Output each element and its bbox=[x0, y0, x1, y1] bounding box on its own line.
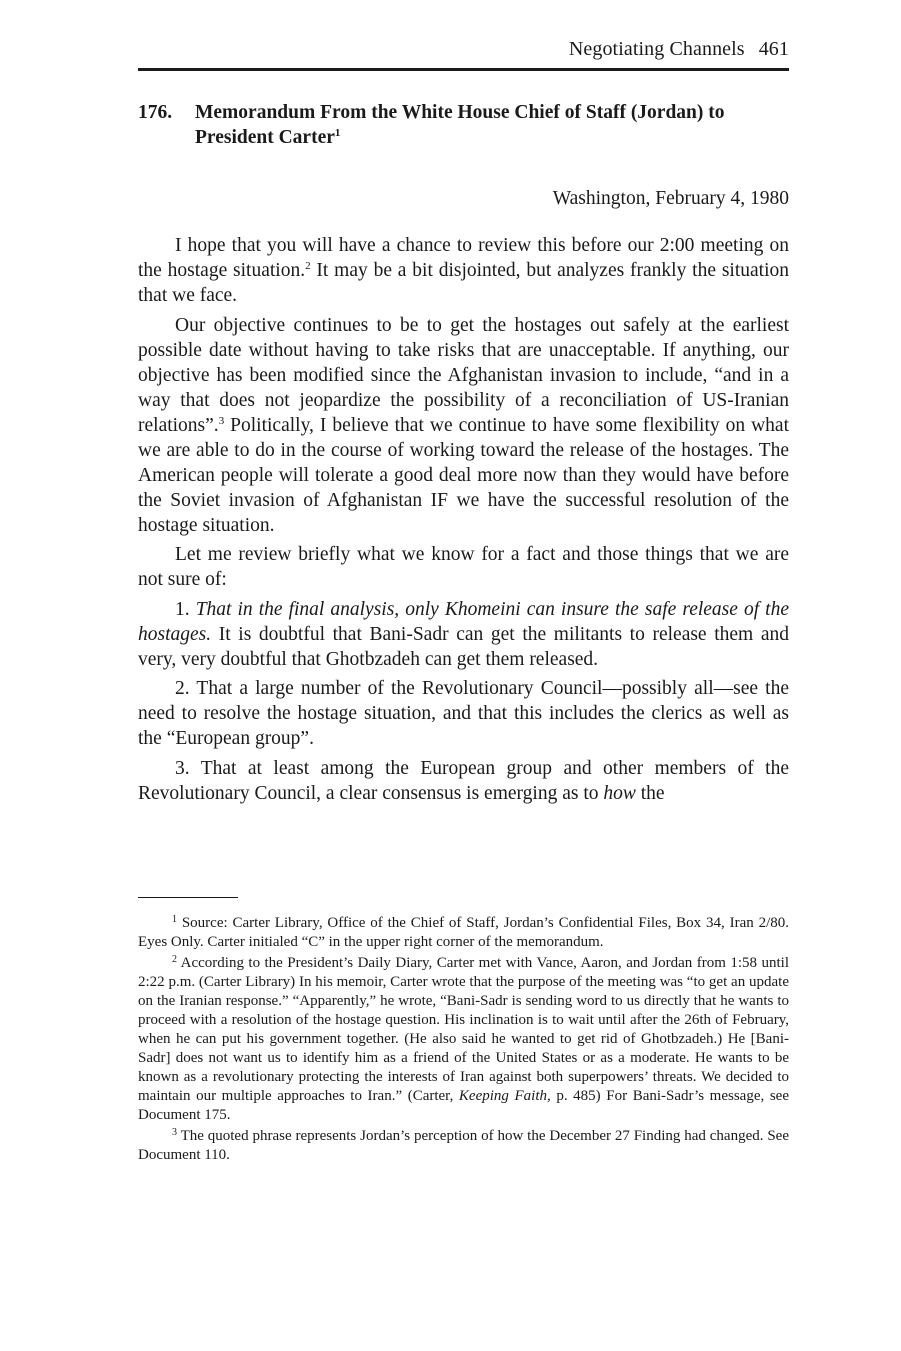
footnote-1-marker: 1 bbox=[172, 914, 177, 925]
memo-body bbox=[138, 233, 789, 810]
footnote-3-marker: 3 bbox=[172, 1127, 177, 1138]
header-rule bbox=[138, 68, 789, 71]
footnote-3 bbox=[138, 1127, 789, 1165]
footnote-rule bbox=[138, 897, 238, 898]
running-head bbox=[569, 38, 789, 61]
footnote-2-italic: Keeping Faith, bbox=[458, 1088, 551, 1104]
dateline: Washington, February 4, 1980 bbox=[552, 188, 789, 209]
p1-text-b: It may be a bit disjointed, but analyzes frankly the situation that we face. bbox=[138, 260, 789, 306]
footnote-2-marker: 2 bbox=[172, 954, 177, 965]
page-number: 461 bbox=[758, 38, 789, 60]
p2-text-a: Our objective continues to be to get the hostages out safely at the earliest possible date without having to take risks that are unacceptable. If anything, our objective has been modified since the Afghanistan invasion to include, “and in a way that does not jeopardize the possibility of a reconciliation of US-Iranian relations”. bbox=[138, 314, 789, 436]
footnote-2-text-b: p. 485) For Bani-Sadr’s message, see Document 175. bbox=[138, 1088, 789, 1123]
body-paragraph-1 bbox=[138, 233, 789, 308]
footnote-1 bbox=[138, 914, 789, 952]
body-paragraph-6 bbox=[138, 756, 789, 806]
p6-text-b: the bbox=[635, 782, 665, 804]
footnote-ref-1[interactable]: 1 bbox=[334, 127, 341, 139]
body-paragraph-2 bbox=[138, 313, 789, 538]
body-paragraph-3: Let me review briefly what we know for a fact and those things that we are not sure of: bbox=[138, 544, 789, 590]
footnote-ref-2[interactable]: 2 bbox=[305, 260, 311, 272]
footnote-2 bbox=[138, 954, 789, 1125]
footnote-1-text: Source: Carter Library, Office of the Chief of Staff, Jordan’s Confidential Files, Box 34, Iran 2/80. Eyes Only. Carter initialed “C” in the upper right corner of the memorandum. bbox=[138, 915, 789, 950]
p6-italic-text: how bbox=[603, 782, 636, 804]
footnote-3-text: The quoted phrase represents Jordan’s perception of how the December 27 Finding had changed. See Document 110. bbox=[138, 1128, 789, 1163]
document-heading bbox=[138, 100, 789, 150]
document-title: Memorandum From the White House Chief of Staff (Jordan) to President Carter bbox=[195, 102, 725, 148]
running-head-title: Negotiating Channels bbox=[568, 38, 745, 60]
footnote-2-text-a: According to the President’s Daily Diary, Carter met with Vance, Aaron, and Jordan from 1:58 until 2:22 p.m. (Carter Library) In his memoir, Carter wrote that the purpose of the meeting was “to get an update on the Iranian response.” “Apparently,” he wrote, “Bani-Sadr is sending word to us directly that he wants to proceed with a resolution of the hostage question. His inclination is to wait until after the 26th of February, when he can put his government together. (He also said he wanted to get rid of Ghotbzadeh.) He [Bani-Sadr] does not want us to identify him as a friend of the United States or as a moderate. He wants to be known as a revolutionary protecting the interests of Iran against both superpowers’ threats. We decided to maintain our multiple approaches to Iran.” (Carter, bbox=[138, 955, 789, 1104]
p2-text-b: Politically, I believe that we continue to have some flexibility on what we are able to do in the course of working toward the release of the hostages. The American people will tolerate a good deal more now than they would have before the Soviet invasion of Afghanistan IF we have the successful resolution of the hostage situation. bbox=[138, 414, 789, 536]
p4-italic-text: That in the final analysis, only Khomeini can insure the safe release of the hostages. bbox=[138, 598, 790, 645]
p1-text-a: I hope that you will have a chance to review this before our 2:00 meeting on the hostage situation. bbox=[138, 235, 789, 281]
body-paragraph-4 bbox=[138, 597, 789, 672]
p4-number: 1. bbox=[175, 598, 196, 620]
footnotes bbox=[138, 914, 789, 1167]
document-number: 176. bbox=[138, 102, 173, 123]
p4-text: It is doubtful that Bani-Sadr can get the militants to release them and very, very doubtful that Ghotbzadeh can get them released. bbox=[138, 623, 789, 670]
footnote-ref-3[interactable]: 3 bbox=[218, 414, 225, 427]
p6-text-a: 3. That at least among the European group and other members of the Revolutionary Council, a clear consensus is emerging as to bbox=[138, 757, 789, 804]
body-paragraph-5: 2. That a large number of the Revolutionary Council—possibly all—see the need to resolve the hostage situation, and that this includes the clerics as well as the “European group”. bbox=[138, 678, 789, 749]
